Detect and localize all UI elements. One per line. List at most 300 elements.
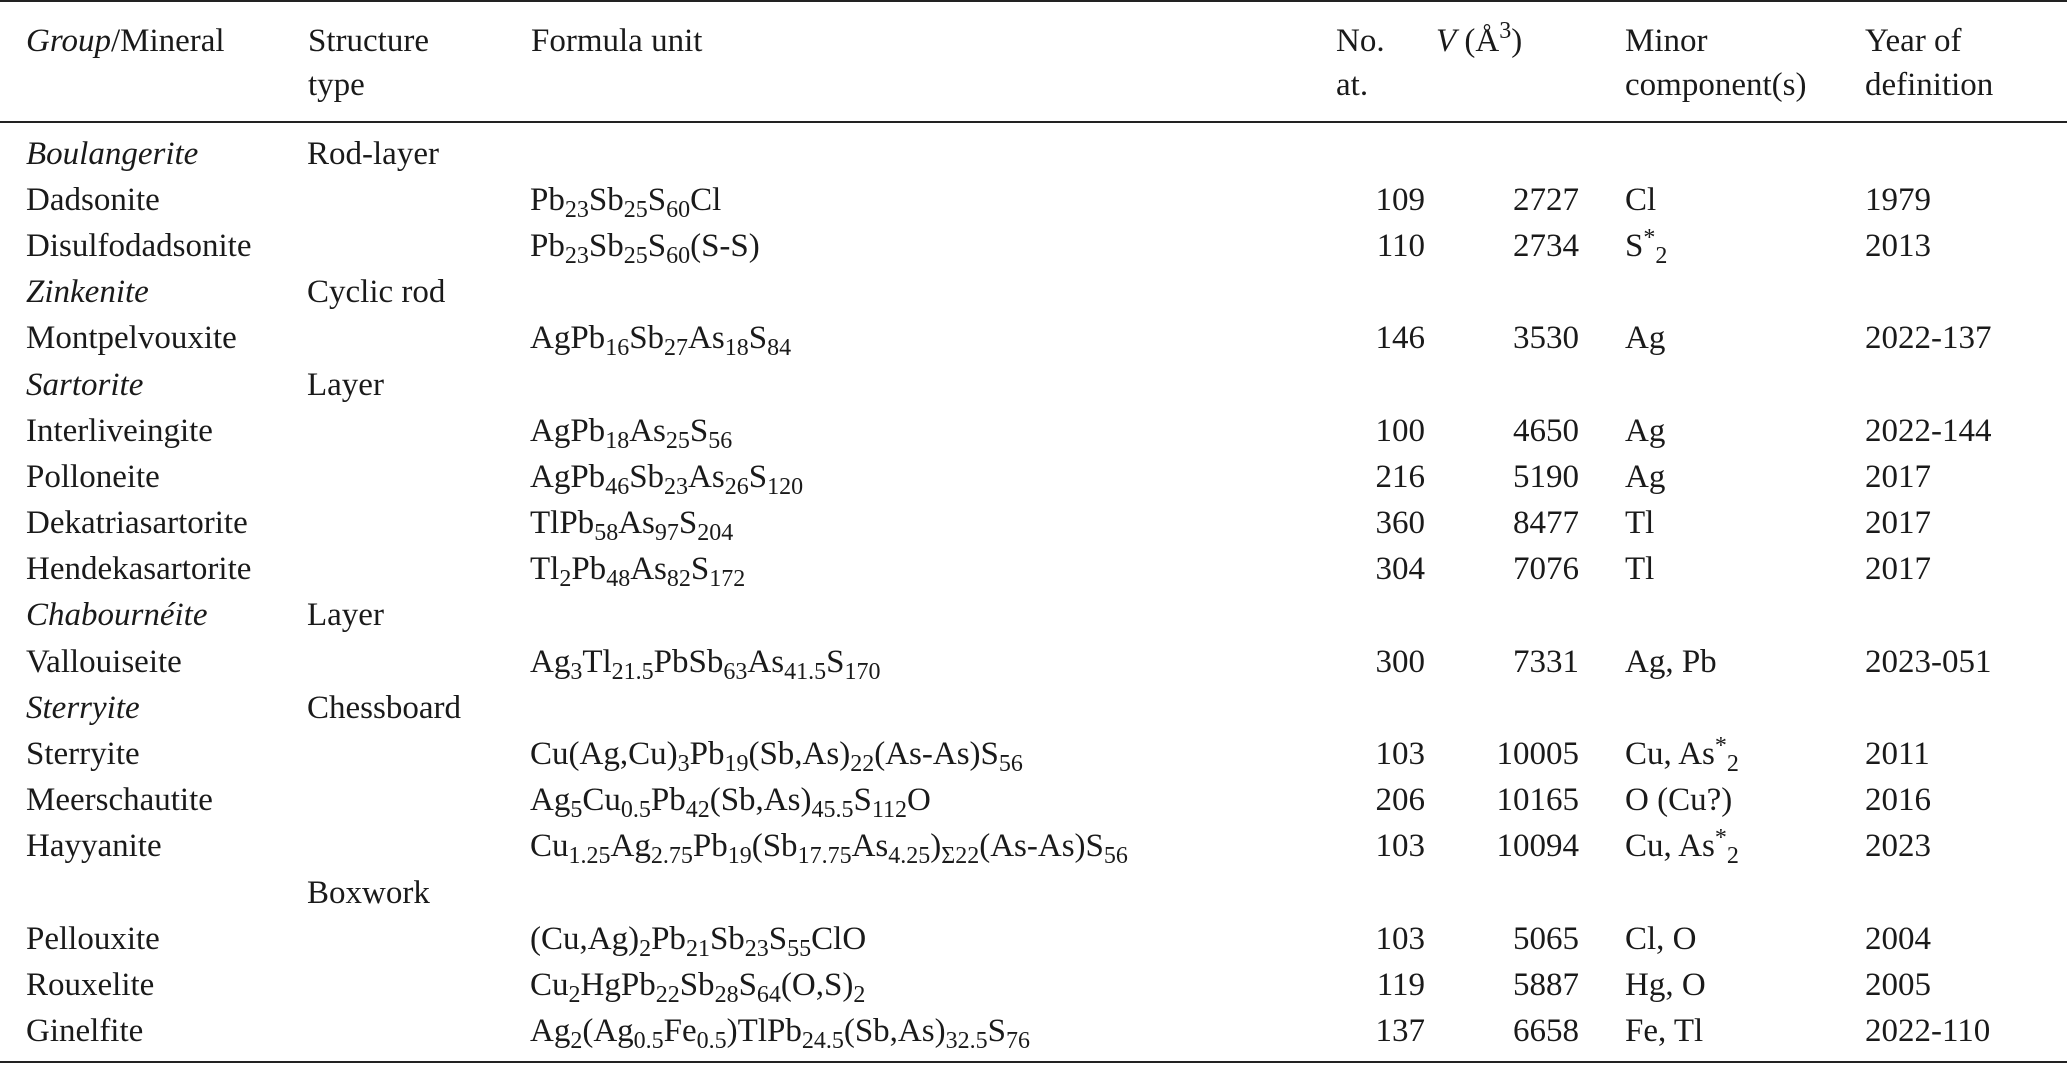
subscript: 2 bbox=[570, 1028, 583, 1055]
group-row bbox=[0, 870, 2067, 916]
year-cell: 2004 bbox=[1865, 920, 1931, 957]
volume-cell: 5887 bbox=[1513, 966, 1579, 1003]
formula-text: Sb bbox=[588, 181, 624, 218]
formula-text: Cl, O bbox=[1625, 920, 1697, 957]
structure-type-cell bbox=[307, 316, 530, 362]
superscript: * bbox=[1714, 825, 1727, 852]
atom-count-cell: 100 bbox=[1375, 412, 1425, 449]
formula-text: As bbox=[688, 458, 725, 495]
subscript: 172 bbox=[709, 566, 746, 593]
subscript: 3 bbox=[570, 658, 583, 685]
formula-cell bbox=[530, 501, 1335, 547]
formula-text: Tl bbox=[1625, 505, 1655, 542]
structure-type-cell bbox=[307, 778, 530, 824]
year-cell: 2011 bbox=[1865, 736, 1930, 773]
empty-cell bbox=[1335, 122, 1435, 177]
subscript: 170 bbox=[844, 658, 881, 685]
formula-text: (S-S) bbox=[690, 227, 760, 264]
formula-text: Fe bbox=[663, 1013, 697, 1050]
header-minor-line2: component(s) bbox=[1625, 67, 1807, 103]
formula-text: Ag bbox=[530, 782, 571, 819]
formula-text: S bbox=[738, 966, 757, 1003]
volume-cell: 6658 bbox=[1435, 1009, 1597, 1062]
formula-text: Ag bbox=[1625, 320, 1666, 357]
subscript: Σ22 bbox=[941, 843, 980, 870]
volume-cell: 7331 bbox=[1513, 643, 1579, 680]
mineral-name-cell: Hendekasartorite bbox=[26, 551, 252, 588]
minor-component-cell bbox=[1597, 454, 1859, 500]
structure-type-cell bbox=[307, 223, 530, 269]
group-row bbox=[0, 270, 2067, 316]
subscript: 18 bbox=[605, 427, 630, 454]
table-row bbox=[0, 408, 2067, 454]
empty-cell bbox=[1859, 122, 2067, 177]
subscript: 2 bbox=[568, 981, 581, 1008]
formula-cell bbox=[530, 731, 1335, 777]
table-row bbox=[0, 547, 2067, 593]
structure-type-cell: Cyclic rod bbox=[307, 274, 446, 311]
subscript: 58 bbox=[594, 520, 619, 547]
formula-text: As bbox=[630, 551, 667, 588]
mineral-name-cell: Interliveingite bbox=[26, 412, 213, 449]
subscript: 97 bbox=[654, 520, 679, 547]
subscript: 204 bbox=[697, 520, 734, 547]
subscript: 64 bbox=[756, 981, 781, 1008]
formula-text: (As-As)S bbox=[874, 736, 999, 773]
formula-text: ClO bbox=[811, 920, 867, 957]
formula-cell bbox=[530, 916, 1335, 962]
group-row bbox=[0, 593, 2067, 639]
volume-cell: 10165 bbox=[1496, 782, 1579, 819]
formula-text: (As-As)S bbox=[979, 828, 1104, 865]
group-row bbox=[0, 362, 2067, 408]
empty-cell bbox=[1435, 593, 1597, 639]
formula-cell bbox=[530, 454, 1335, 500]
atom-count-cell: 216 bbox=[1375, 458, 1425, 495]
subscript: 56 bbox=[1103, 843, 1128, 870]
mineral-name-cell: Ginelfite bbox=[0, 1009, 307, 1062]
formula-text: Ag bbox=[530, 643, 571, 680]
minor-component-cell bbox=[1597, 962, 1859, 1008]
formula-text: Cu(Ag,Cu) bbox=[530, 736, 678, 773]
formula-text: PbSb bbox=[653, 643, 724, 680]
formula-cell bbox=[530, 778, 1335, 824]
year-cell: 2013 bbox=[1865, 227, 1931, 264]
subscript: 25 bbox=[623, 196, 648, 223]
empty-cell bbox=[1597, 593, 1859, 639]
subscript: 56 bbox=[708, 427, 733, 454]
header-volume bbox=[1435, 1, 1597, 122]
formula-text: Cu bbox=[530, 966, 569, 1003]
empty-cell bbox=[1435, 122, 1597, 177]
formula-cell bbox=[530, 824, 1335, 870]
subscript: 0.5 bbox=[633, 1028, 664, 1055]
formula-cell bbox=[530, 639, 1335, 685]
year-cell: 1979 bbox=[1865, 181, 1931, 218]
formula-text: Pb bbox=[692, 828, 728, 865]
header-number-atoms bbox=[1335, 1, 1435, 122]
empty-cell bbox=[1435, 362, 1597, 408]
empty-cell bbox=[1335, 270, 1435, 316]
table-row bbox=[0, 454, 2067, 500]
subscript: 23 bbox=[744, 935, 769, 962]
structure-type-cell bbox=[307, 177, 530, 223]
formula-text: AgPb bbox=[530, 458, 606, 495]
header-volume-exponent: 3 bbox=[1499, 18, 1512, 44]
subscript: 56 bbox=[998, 751, 1023, 778]
subscript: 32.5 bbox=[945, 1028, 988, 1055]
subscript: 2.75 bbox=[650, 843, 693, 870]
mineral-name-cell: Sterryite bbox=[26, 736, 140, 773]
subscript: 2 bbox=[1726, 751, 1739, 778]
year-cell: 2005 bbox=[1865, 966, 1931, 1003]
empty-cell bbox=[1859, 870, 2067, 916]
subscript: 42 bbox=[685, 797, 710, 824]
subscript: 45.5 bbox=[811, 797, 854, 824]
formula-cell bbox=[530, 547, 1335, 593]
formula-text: Pb bbox=[651, 920, 686, 957]
formula-cell bbox=[530, 316, 1335, 362]
header-structure-type bbox=[307, 1, 530, 122]
formula-text: Ag bbox=[1625, 458, 1666, 495]
table-row bbox=[0, 223, 2067, 269]
volume-cell: 10005 bbox=[1496, 736, 1579, 773]
formula-text: Cl bbox=[690, 181, 722, 218]
empty-cell bbox=[530, 270, 1335, 316]
empty-cell bbox=[530, 122, 1335, 177]
mineral-name-cell: Pellouxite bbox=[26, 920, 160, 957]
formula-text: As bbox=[688, 320, 725, 357]
year-cell: 2023-051 bbox=[1865, 643, 1992, 680]
subscript: 23 bbox=[564, 196, 589, 223]
volume-cell: 3530 bbox=[1513, 320, 1579, 357]
subscript: 60 bbox=[666, 196, 691, 223]
formula-text: Ag bbox=[530, 1013, 571, 1050]
formula-cell bbox=[530, 177, 1335, 223]
table-row bbox=[0, 639, 2067, 685]
formula-text: Ag, Pb bbox=[1625, 643, 1717, 680]
formula-text: S bbox=[748, 458, 768, 495]
formula-text: Hg, O bbox=[1625, 966, 1706, 1003]
group-name-cell: Sartorite bbox=[26, 366, 144, 403]
formula-text: As bbox=[747, 643, 785, 680]
header-volume-symbol: V bbox=[1436, 23, 1457, 59]
header-group-mineral bbox=[0, 1, 307, 122]
header-noat-line2: at. bbox=[1336, 67, 1369, 103]
subscript: 24.5 bbox=[801, 1028, 844, 1055]
table-row bbox=[0, 824, 2067, 870]
subscript: 46 bbox=[605, 473, 630, 500]
empty-cell bbox=[1859, 593, 2067, 639]
minor-component-cell bbox=[1597, 547, 1859, 593]
table-header bbox=[0, 1, 2067, 122]
formula-text: (Cu,Ag) bbox=[530, 920, 640, 957]
structure-type-cell: Rod-layer bbox=[307, 135, 439, 172]
table-row bbox=[0, 316, 2067, 362]
volume-cell: 7076 bbox=[1513, 551, 1579, 588]
subscript: 23 bbox=[564, 242, 589, 269]
formula-text: Pb bbox=[689, 736, 725, 773]
group-name-cell: Sterryite bbox=[26, 689, 140, 726]
header-mineral-label: /Mineral bbox=[110, 23, 225, 59]
formula-text: S bbox=[647, 227, 667, 264]
empty-cell bbox=[1597, 362, 1859, 408]
empty-cell bbox=[1335, 685, 1435, 731]
formula-text: AgPb bbox=[530, 412, 606, 449]
formula-text: (O,S) bbox=[780, 966, 854, 1003]
year-cell: 2017 bbox=[1865, 505, 1931, 542]
structure-type-cell: Boxwork bbox=[307, 874, 430, 911]
table-row bbox=[0, 177, 2067, 223]
subscript: 26 bbox=[724, 473, 749, 500]
minor-component-cell bbox=[1597, 223, 1859, 269]
mineral-name-cell: Rouxelite bbox=[26, 966, 155, 1003]
atom-count-cell: 304 bbox=[1375, 551, 1425, 588]
mineral-name-cell: Disulfodadsonite bbox=[26, 227, 252, 264]
structure-type-cell: Layer bbox=[307, 366, 384, 403]
structure-type-cell bbox=[307, 408, 530, 454]
header-noat-line1: No. bbox=[1336, 23, 1385, 59]
subscript: 4.25 bbox=[888, 843, 931, 870]
formula-text: Tl bbox=[1625, 551, 1655, 588]
empty-cell bbox=[1597, 685, 1859, 731]
formula-text: S bbox=[1625, 227, 1644, 264]
empty-cell bbox=[1597, 870, 1859, 916]
atom-count-cell: 137 bbox=[1335, 1009, 1435, 1062]
formula-text: Sb bbox=[679, 966, 715, 1003]
formula-text: Sb bbox=[588, 227, 624, 264]
empty-cell bbox=[530, 870, 1335, 916]
subscript: 19 bbox=[724, 751, 749, 778]
volume-cell: 5190 bbox=[1513, 458, 1579, 495]
header-minor-components bbox=[1597, 1, 1859, 122]
table-row bbox=[0, 1009, 2067, 1062]
header-volume-close: ) bbox=[1511, 23, 1523, 59]
subscript: 82 bbox=[666, 566, 691, 593]
minor-component-cell bbox=[1597, 408, 1859, 454]
subscript: 25 bbox=[623, 242, 648, 269]
formula-text: S bbox=[853, 782, 872, 819]
minor-component-cell bbox=[1597, 316, 1859, 362]
header-row bbox=[0, 1, 2067, 122]
formula-text: Ag bbox=[1625, 412, 1666, 449]
formula-cell bbox=[530, 223, 1335, 269]
formula-text: Pb bbox=[530, 181, 565, 218]
year-cell: 2017 bbox=[1865, 458, 1931, 495]
year-cell: 2016 bbox=[1865, 782, 1931, 819]
empty-cell bbox=[1859, 362, 2067, 408]
minor-component-cell bbox=[1597, 916, 1859, 962]
formula-text: (Sb,As) bbox=[748, 736, 851, 773]
header-structure-line1: Structure bbox=[308, 23, 429, 59]
minor-component-cell bbox=[1597, 1009, 1859, 1062]
atom-count-cell: 103 bbox=[1375, 920, 1425, 957]
volume-cell: 10094 bbox=[1496, 828, 1579, 865]
structure-type-cell bbox=[307, 962, 530, 1008]
subscript: 16 bbox=[605, 335, 630, 362]
subscript: 17.75 bbox=[797, 843, 852, 870]
subscript: 48 bbox=[606, 566, 631, 593]
formula-text: )TlPb bbox=[726, 1013, 802, 1050]
formula-text: Sb bbox=[629, 320, 665, 357]
formula-text: Cu, As bbox=[1625, 828, 1715, 865]
empty-cell bbox=[1859, 270, 2067, 316]
subscript: 22 bbox=[655, 981, 680, 1008]
formula-cell bbox=[530, 408, 1335, 454]
formula-text: ) bbox=[930, 828, 942, 865]
atom-count-cell: 103 bbox=[1375, 828, 1425, 865]
subscript: 63 bbox=[723, 658, 748, 685]
mineral-name-cell: Hayyanite bbox=[26, 828, 162, 865]
header-year-line2: definition bbox=[1865, 67, 1994, 103]
year-cell: 2022-110 bbox=[1859, 1009, 2067, 1062]
formula-cell bbox=[530, 1009, 1335, 1062]
formula-text: As bbox=[629, 412, 666, 449]
subscript: 112 bbox=[871, 797, 907, 824]
subscript: 22 bbox=[850, 751, 875, 778]
formula-text: O (Cu?) bbox=[1625, 782, 1733, 819]
subscript: 2 bbox=[853, 981, 866, 1008]
table-row bbox=[0, 962, 2067, 1008]
subscript: 1.25 bbox=[568, 843, 611, 870]
header-minor-line1: Minor bbox=[1625, 23, 1708, 59]
subscript: 41.5 bbox=[784, 658, 827, 685]
formula-text: Sb bbox=[629, 458, 665, 495]
structure-type-cell bbox=[307, 731, 530, 777]
structure-type-cell bbox=[307, 916, 530, 962]
subscript: 76 bbox=[1005, 1028, 1030, 1055]
formula-text: (Sb bbox=[751, 828, 798, 865]
formula-text: S bbox=[768, 920, 788, 957]
formula-text: As bbox=[851, 828, 889, 865]
empty-cell bbox=[1335, 593, 1435, 639]
atom-count-cell: 119 bbox=[1376, 966, 1425, 1003]
table-row bbox=[0, 501, 2067, 547]
empty-cell bbox=[1435, 685, 1597, 731]
atom-count-cell: 103 bbox=[1375, 736, 1425, 773]
empty-cell bbox=[1435, 870, 1597, 916]
year-cell: 2017 bbox=[1865, 551, 1931, 588]
structure-type-cell: Layer bbox=[307, 597, 384, 634]
atom-count-cell: 360 bbox=[1375, 505, 1425, 542]
year-cell: 2023 bbox=[1865, 828, 1931, 865]
minor-component-cell bbox=[1597, 639, 1859, 685]
superscript: * bbox=[1714, 733, 1727, 760]
group-name-cell: Zinkenite bbox=[26, 274, 149, 311]
minor-component-cell bbox=[1597, 501, 1859, 547]
volume-cell: 2734 bbox=[1513, 227, 1579, 264]
formula-text: O bbox=[906, 782, 931, 819]
header-formula-unit: Formula unit bbox=[530, 1, 1335, 122]
header-year-definition bbox=[1859, 1, 2067, 122]
table-body bbox=[0, 122, 2067, 1062]
mineral-name-cell: Polloneite bbox=[26, 458, 160, 495]
formula-text: Fe, Tl bbox=[1625, 1013, 1704, 1050]
formula-text: S bbox=[826, 643, 845, 680]
subscript: 2 bbox=[1726, 843, 1739, 870]
volume-cell: 4650 bbox=[1513, 412, 1579, 449]
formula-text: AgPb bbox=[530, 320, 606, 357]
empty-cell bbox=[530, 362, 1335, 408]
mineral-name-cell: Dekatriasartorite bbox=[26, 505, 248, 542]
subscript: 0.5 bbox=[696, 1028, 727, 1055]
formula-text: Pb bbox=[571, 551, 607, 588]
formula-text: Tl bbox=[582, 643, 612, 680]
group-name-cell: Boulangerite bbox=[26, 135, 199, 172]
formula-text: As bbox=[618, 505, 655, 542]
structure-type-cell bbox=[307, 547, 530, 593]
minor-component-cell bbox=[1597, 731, 1859, 777]
mineral-name-cell: Montpelvouxite bbox=[26, 320, 237, 357]
subscript: 28 bbox=[714, 981, 739, 1008]
subscript: 2 bbox=[639, 935, 652, 962]
formula-text: (Ag bbox=[582, 1013, 634, 1050]
formula-cell bbox=[530, 962, 1335, 1008]
subscript: 25 bbox=[665, 427, 690, 454]
mineral-name-cell: Meerschautite bbox=[26, 782, 213, 819]
subscript: 5 bbox=[570, 797, 583, 824]
formula-text: S bbox=[690, 551, 710, 588]
table-row bbox=[0, 778, 2067, 824]
subscript: 21 bbox=[685, 935, 710, 962]
formula-text: S bbox=[647, 181, 667, 218]
subscript: 2 bbox=[1655, 242, 1668, 269]
formula-text: Tl bbox=[530, 551, 560, 588]
subscript: 18 bbox=[724, 335, 749, 362]
group-name-cell: Chabournéite bbox=[26, 597, 208, 634]
formula-text: Ag bbox=[610, 828, 651, 865]
header-volume-unit: (Å bbox=[1456, 23, 1500, 59]
formula-text: S bbox=[748, 320, 768, 357]
subscript: 55 bbox=[787, 935, 812, 962]
volume-cell: 2727 bbox=[1513, 181, 1579, 218]
formula-text: HgPb bbox=[580, 966, 656, 1003]
structure-type-cell bbox=[307, 639, 530, 685]
subscript: 19 bbox=[727, 843, 752, 870]
table-row bbox=[0, 916, 2067, 962]
atom-count-cell: 110 bbox=[1376, 227, 1425, 264]
empty-cell bbox=[1597, 270, 1859, 316]
subscript: 21.5 bbox=[611, 658, 654, 685]
group-row bbox=[0, 122, 2067, 177]
table-row bbox=[0, 731, 2067, 777]
empty-cell bbox=[1859, 685, 2067, 731]
empty-cell bbox=[1335, 362, 1435, 408]
formula-text: S bbox=[987, 1013, 1006, 1050]
formula-text: Pb bbox=[650, 782, 686, 819]
atom-count-cell: 206 bbox=[1375, 782, 1425, 819]
empty-cell bbox=[1435, 270, 1597, 316]
formula-text: Cu bbox=[530, 828, 569, 865]
header-group-label: Group bbox=[26, 23, 111, 59]
subscript: 120 bbox=[767, 473, 804, 500]
subscript: 60 bbox=[666, 242, 691, 269]
atom-count-cell: 109 bbox=[1375, 181, 1425, 218]
formula-text: (Sb,As) bbox=[709, 782, 812, 819]
mineral-name-cell: Dadsonite bbox=[26, 181, 160, 218]
empty-cell bbox=[530, 685, 1335, 731]
volume-cell: 8477 bbox=[1513, 505, 1579, 542]
subscript: 23 bbox=[664, 473, 689, 500]
minor-component-cell bbox=[1597, 177, 1859, 223]
atom-count-cell: 146 bbox=[1375, 320, 1425, 357]
atom-count-cell: 300 bbox=[1375, 643, 1425, 680]
subscript: 0.5 bbox=[620, 797, 651, 824]
formula-text: (Sb,As) bbox=[843, 1013, 946, 1050]
year-cell: 2022-144 bbox=[1865, 412, 1992, 449]
structure-type-cell bbox=[307, 1009, 530, 1062]
volume-cell: 5065 bbox=[1513, 920, 1579, 957]
